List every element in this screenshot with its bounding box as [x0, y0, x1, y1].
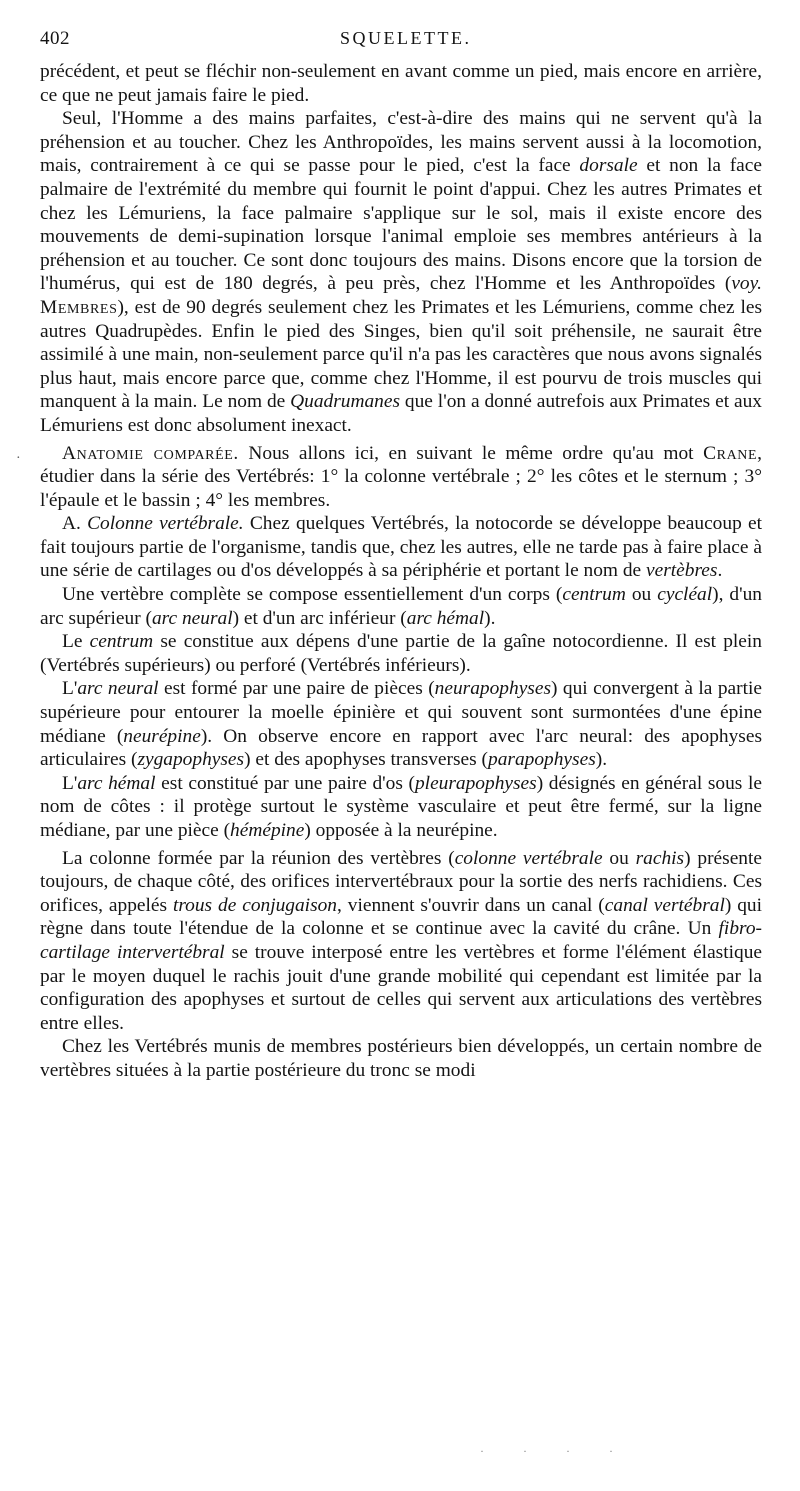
italic-term: dorsale — [579, 155, 638, 177]
paragraph-1: précédent, et peut se fléchir non-seulement en avant comme un pied, mais encore en arrière, ce que ne peut jamais faire le pied. — [40, 61, 762, 106]
italic-term: centrum — [562, 584, 626, 606]
text-run: est constitué par une paire d'os ( — [155, 772, 415, 794]
text-run: A. — [62, 513, 88, 535]
italic-term: fibro-cartilage intervertébral — [40, 918, 762, 963]
italic-term: arc hémal — [406, 607, 485, 629]
italic-term: neurapophyses — [434, 678, 551, 700]
text-run: que l'on a donné autrefois aux Primates et aux Lémuriens est donc absolument inexact. — [40, 391, 762, 436]
page-number: 402 — [40, 28, 70, 49]
text-run: ). — [595, 749, 608, 771]
italic-term: arc neural — [77, 678, 159, 700]
paragraph-8 — [40, 772, 762, 843]
text-run: ) désignés en général sous le nom de côtes : il protège surtout le système vasculaire et peut être fermé, sur la ligne médiane, par une pièce ( — [40, 772, 762, 841]
text-run: se constitue aux dépens d'une partie de la gaîne notocordienne. Il est plein (Vertébrés supérieurs) ou perforé (Vertébrés inférieurs). — [40, 631, 762, 676]
italic-term: voy. — [731, 273, 762, 295]
italic-term: neurépine — [123, 725, 201, 747]
text-run: , viennent s'ouvrir dans un canal ( — [337, 894, 605, 916]
paragraph-10: Chez les Vertébrés munis de membres postérieurs bien développés, un certain nombre de vertèbres situées à la partie postérieure du tronc se modi — [40, 1036, 762, 1081]
text-run: . — [717, 560, 723, 582]
italic-term: parapophyses — [488, 749, 596, 771]
text-run: Nous allons ici, en suivant le même ordre qu'au mot — [238, 442, 704, 464]
text-run: Seul, l'Homme a des mains parfaites, c'est-à-dire des mains qui ne servent qu'à la préhension et au toucher. Chez les Anthropoïdes, les mains servent aussi à la locomotion, mais, contrairement à ce qui se passe pour le pied, c'est la face — [40, 108, 762, 177]
text-run: ou — [625, 584, 658, 606]
italic-term: rachis — [635, 847, 685, 869]
italic-term: arc neural — [151, 607, 233, 629]
text-run: et non la face palmaire de l'extrémité du membre qui fournit le point d'appui. Chez les autres Primates et chez les Lémuriens, la face palmaire s'applique sur le sol, mais il existe encore des mouvements de demi-supination lorsque l'animal emploie ses membres antérieurs à la préhension et au toucher. Ce sont donc toujours des mains. Disons encore que la torsion de l'humérus, qui est de 180 degrés, à peu près, chez l'Homme et les Anthropoïdes ( — [40, 155, 762, 295]
italic-term: arc hémal — [77, 772, 156, 794]
text-run: Le — [62, 631, 90, 653]
text-run: ). — [484, 607, 496, 629]
italic-term: Quadrumanes — [290, 391, 401, 413]
text-run: se trouve interposé entre les vertèbres et forme l'élément élastique par le moyen duquel le rachis jouit d'une grande mobilité qui cependant est limitée par la configuration des apophyses et surtout de celles qui servent aux articulations des vertèbres entre elles. — [40, 941, 762, 1034]
text-run: ). On observe encore en rapport avec l'arc neural: des apophyses articulaires ( — [40, 725, 762, 771]
italic-term: canal vertébral — [604, 894, 725, 916]
text-run: ), est de 90 degrés seulement chez les Primates et les Lémuriens, comme chez les autres Quadrupèdes. Enfin le pied des Singes, bien qu'il soit préhensile, ne saurait être assimilé à une main, non-seulement parce qu'il n'a pas les caractères que nous avons signalés plus haut, mais encore parce que, comme chez l'Homme, il est pourvu de trois muscles qui manquent à la main. Le nom de — [40, 296, 762, 413]
italic-term: cycléal — [657, 584, 713, 606]
paragraph-7 — [40, 677, 762, 771]
text-run: L' — [62, 678, 78, 700]
paragraph-4 — [40, 512, 762, 583]
italic-term: vertèbres — [646, 560, 718, 582]
italic-term: hémépine — [230, 820, 305, 841]
paragraph-6 — [40, 630, 762, 677]
paragraph-9 — [40, 847, 762, 1036]
text-run: est formé par une paire de pièces ( — [158, 678, 435, 700]
italic-term: trous de conjugaison — [172, 894, 338, 916]
text-run: , étudier dans la série des Vertébrés: 1° la colonne vertébrale ; 2° les côtes et le sternum ; 3° l'épaule et le bassin ; 4° les membres. — [40, 442, 762, 511]
text-run: ) présente toujours, de chaque côté, des orifices intervertébraux pour la sortie des nerfs rachidiens. Ces orifices, appelés — [40, 847, 762, 916]
paragraph-3 — [40, 442, 762, 513]
text-run: La colonne formée par la réunion des vertèbres ( — [62, 847, 455, 869]
text-run: ) et d'un arc inférieur ( — [232, 607, 407, 629]
text-run: ), d'un arc supérieur ( — [40, 584, 762, 629]
margin-speck: · — [16, 451, 21, 466]
bottom-specks: · · · · — [480, 1444, 631, 1458]
text-run: ) qui règne dans toute l'étendue de la colonne et se continue avec la cavité du crâne. Un — [40, 894, 762, 940]
italic-term: colonne vertébrale — [454, 847, 603, 869]
text-run: L' — [62, 772, 78, 794]
text-run: ) qui convergent à la partie supérieure pour entourer la moelle épinière et qui souvent sont surmontées d'une épine médiane ( — [40, 678, 762, 747]
page-body — [40, 60, 762, 1083]
subsection-heading: Colonne vertébrale. — [87, 513, 244, 535]
italic-term: centrum — [89, 631, 154, 653]
cross-reference: Crane — [703, 442, 758, 464]
running-title: SQUELETTE. — [340, 28, 472, 48]
section-heading: Anatomie comparée. — [62, 442, 239, 464]
text-run: ) opposée à la neurépine. — [304, 820, 498, 841]
text-run: Une vertèbre complète se compose essentiellement d'un corps ( — [62, 584, 563, 606]
paragraph-5 — [40, 583, 762, 630]
text-run: Chez quelques Vertébrés, la notocorde se développe beaucoup et fait toujours partie de l'organisme, tandis que, chez les autres, elle ne tarde pas à faire place à une série de cartilages ou d'os développés à sa périphérie et portant le nom de — [40, 513, 763, 582]
paragraph-2 — [40, 107, 762, 437]
italic-term: pleurapophyses — [414, 772, 537, 794]
text-run: ou — [602, 847, 636, 869]
running-header — [40, 28, 762, 58]
italic-term: zygapophyses — [137, 749, 245, 771]
text-run: ) et des apophyses transverses ( — [244, 749, 489, 771]
cross-reference: Membres — [40, 296, 118, 318]
